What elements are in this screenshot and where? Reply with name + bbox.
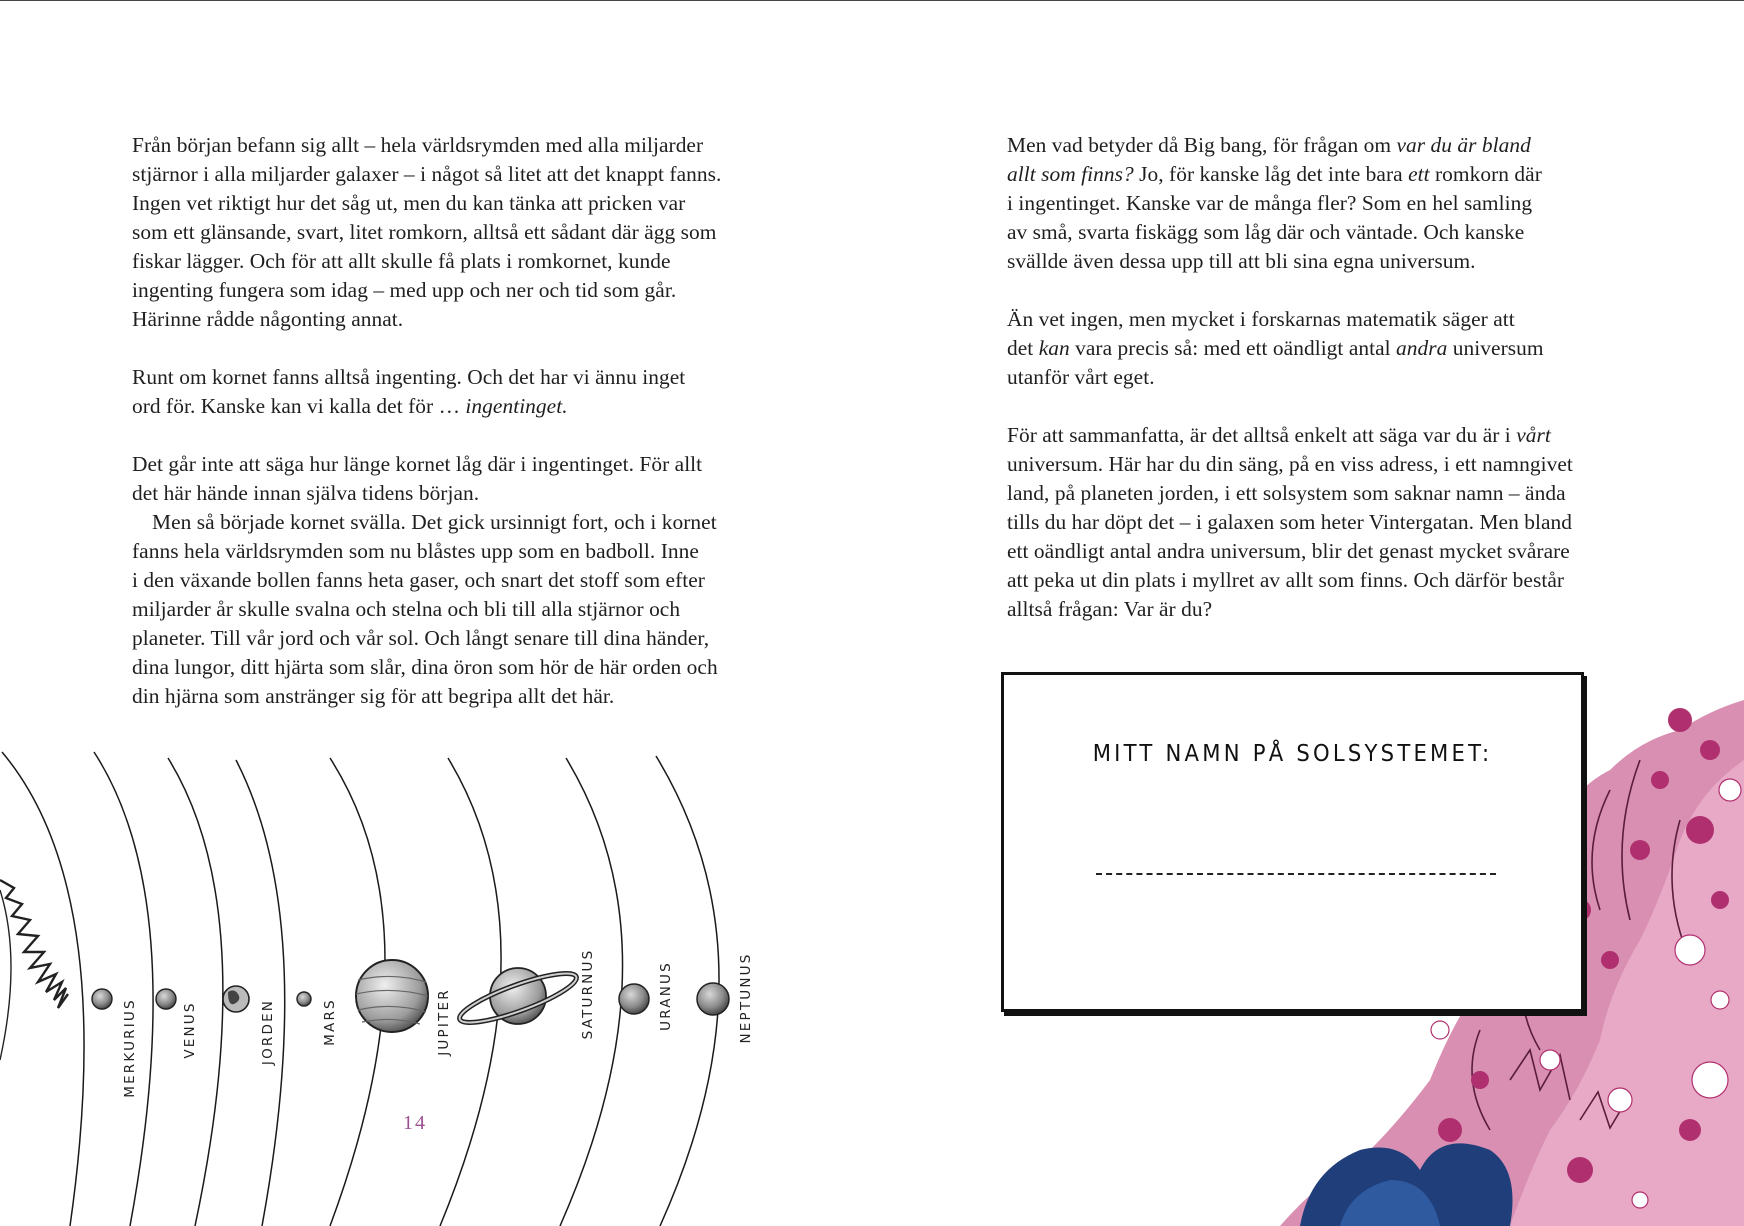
text-line: ingenting fungera som idag – med upp och ner och tid som går. — [132, 278, 677, 302]
italic-word: ett — [1408, 162, 1430, 186]
planet-label-venus: VENUS — [182, 1001, 198, 1059]
planet-label-neptunus: NEPTUNUS — [738, 952, 754, 1044]
planet-label-mars: MARS — [322, 998, 338, 1046]
planet-mars — [297, 992, 311, 1006]
planet-venus — [156, 989, 176, 1009]
planet-uranus — [619, 984, 649, 1014]
text-line: utanför vårt eget. — [1007, 365, 1155, 389]
text-line: fanns hela världsrymden som nu blåstes upp som en badboll. Inne — [132, 539, 699, 563]
text-segment: ord för. Kanske kan vi kalla det för … — [132, 394, 466, 418]
solar-system-illustration — [0, 740, 800, 1226]
italic-word: andra — [1396, 336, 1448, 360]
text-line: i den växande bollen fanns heta gaser, och snart det stoff som efter — [132, 568, 705, 592]
text-segment: universum — [1447, 336, 1544, 360]
text-line: universum. Här har du din säng, på en viss adress, i ett namngivet — [1007, 452, 1573, 476]
planet-label-jorden: JORDEN — [260, 998, 276, 1066]
italic-phrase: var du är bland — [1396, 133, 1531, 157]
planet-label-jupiter: JUPITER — [436, 988, 452, 1056]
planet-label-saturnus: SATURNUS — [580, 948, 596, 1040]
text-line: Runt om kornet fanns alltså ingenting. Och det har vi ännu inget — [132, 365, 686, 389]
text-line: planeter. Till vår jord och vår sol. Och långt senare till dina händer, — [132, 626, 710, 650]
planet-label-merkurius: MERKURIUS — [122, 998, 138, 1098]
text-line: Ingen vet riktigt hur det såg ut, men du kan tänka att pricken var — [132, 191, 686, 215]
text-line — [1007, 421, 1627, 450]
text-line: fiskar lägger. Och för att allt skulle få plats i romkornet, kunde — [132, 249, 671, 273]
text-line: Men så började kornet svälla. Det gick ursinnigt fort, och i kornet — [152, 510, 717, 534]
text-segment: Men vad betyder då Big bang, för frågan om — [1007, 133, 1397, 157]
planet-merkurius — [92, 989, 112, 1009]
planet-saturnus — [455, 965, 580, 1032]
planet-label-uranus: URANUS — [658, 961, 674, 1031]
text-line: i ingentinget. Kanske var de många fler? Som en hel samling — [1007, 191, 1533, 215]
text-line: Det går inte att säga hur länge kornet låg där i ingentinget. För allt — [132, 452, 703, 476]
text-line — [1007, 334, 1627, 363]
text-line: tills du har döpt det – i galaxen som heter Vintergatan. Men bland — [1007, 510, 1572, 534]
left-page-text — [132, 131, 782, 711]
text-line: din hjärna som anstränger sig för att begripa allt det här. — [132, 684, 615, 708]
planet-neptunus — [697, 983, 729, 1015]
italic-word: vårt — [1516, 423, 1551, 447]
italic-word: ingentinget. — [465, 394, 568, 418]
text-line: dina lungor, ditt hjärta som slår, dina öron som hör de här orden och — [132, 655, 718, 679]
sun-edge — [0, 880, 68, 1060]
text-line: land, på planeten jorden, i ett solsystem som saknar namn – ända — [1007, 481, 1566, 505]
text-line: svällde även dessa upp till att bli sina egna universum. — [1007, 249, 1476, 273]
text-line — [1007, 131, 1627, 160]
text-line: av små, svarta fiskägg som låg där och väntade. Och kanske — [1007, 220, 1525, 244]
name-box — [1001, 672, 1584, 1012]
planet-labels — [122, 949, 754, 1098]
text-line: miljarder år skulle svalna och stelna och bli till alla stjärnor och — [132, 597, 681, 621]
text-segment: Jo, för kanske låg det inte bara — [1133, 162, 1409, 186]
text-line — [132, 392, 782, 421]
text-segment: romkorn där — [1429, 162, 1542, 186]
text-line: Härinne rådde någonting annat. — [132, 307, 404, 331]
text-line: att peka ut din plats i myllret av allt som finns. Och därför består — [1007, 568, 1565, 592]
text-line: Än vet ingen, men mycket i forskarnas matematik säger att — [1007, 307, 1515, 331]
text-line: som ett glänsande, svart, litet romkorn, alltså ett sådant där ägg som — [132, 220, 717, 244]
italic-word: kan — [1038, 336, 1070, 360]
text-line: alltså frågan: Var är du? — [1007, 597, 1213, 621]
top-border — [0, 0, 1744, 1]
right-page-text — [1007, 131, 1627, 624]
italic-phrase: allt som finns? — [1007, 162, 1134, 186]
text-line: ett oändligt antal andra universum, blir det genast mycket svårare — [1007, 539, 1570, 563]
text-segment: det — [1007, 336, 1039, 360]
page-number: 14 — [403, 1112, 427, 1134]
text-line: det här hände innan själva tidens början. — [132, 481, 480, 505]
text-line: Från början befann sig allt – hela världsrymden med alla miljarder — [132, 133, 704, 157]
text-segment: vara precis så: med ett oändligt antal — [1069, 336, 1397, 360]
text-segment: För att sammanfatta, är det alltså enkelt att säga var du är i — [1007, 423, 1517, 447]
name-box-title: MITT NAMN PÅ SOLSYSTEMET: — [1092, 741, 1493, 767]
name-write-line[interactable] — [1096, 871, 1496, 875]
text-line — [1007, 160, 1627, 189]
text-line: stjärnor i alla miljarder galaxer – i något så litet att det knappt fanns. — [132, 162, 722, 186]
